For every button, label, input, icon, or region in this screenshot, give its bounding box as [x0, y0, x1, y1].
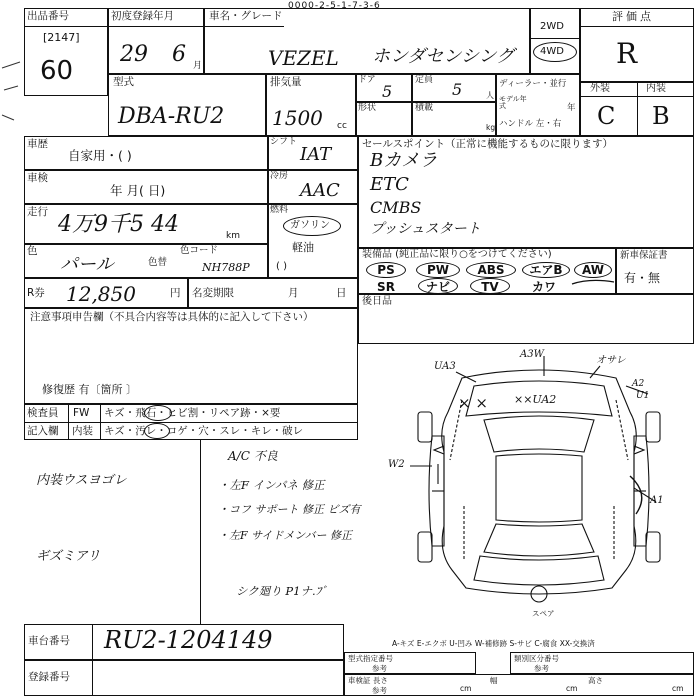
history-label: 車歴	[27, 138, 48, 150]
drive-2wd: 2WD	[540, 21, 564, 32]
first-reg-year: 29	[120, 42, 148, 67]
notice-label: 注意事項申告欄（不具合内容等は具体的に記入して下さい）	[30, 311, 314, 323]
mileage-label: 走行	[27, 206, 48, 218]
month-label: 月	[288, 287, 299, 299]
note-right-4: ・左F サイドメンバー 修正	[218, 529, 352, 542]
shape-label: 形状	[358, 103, 377, 113]
note-left-1: 内装ウスヨゴレ	[36, 473, 127, 488]
load-label: 積載	[415, 103, 434, 113]
diag-a2: A2	[632, 379, 645, 389]
notes-divider	[200, 440, 201, 624]
sales-point-item: ETC	[370, 174, 409, 195]
later-items-box	[358, 294, 694, 344]
capacity: 5	[452, 80, 463, 99]
color-code-label: 色コード	[180, 245, 219, 256]
car-name: VEZEL	[268, 46, 339, 70]
mileage-value: 4万9千5 44	[58, 212, 179, 237]
color-code: NH788P	[202, 261, 250, 274]
divider	[637, 82, 638, 136]
day-label: 日	[336, 287, 347, 299]
cm-1: cm	[460, 684, 472, 693]
year-unit: 年	[567, 103, 576, 113]
diag-w2: W2	[388, 459, 405, 470]
height-label: 高さ	[588, 676, 603, 685]
diag-ua3: UA3	[434, 361, 456, 372]
drive-box	[530, 8, 580, 74]
doors-label: ドア	[358, 75, 376, 85]
inspector-row2-label: 記入欄	[27, 425, 59, 437]
equipment-title: 装備品 (純正品に限り○をつけてください)	[362, 249, 552, 260]
equip-abs: ABS	[477, 263, 505, 277]
recycle-label: R券	[27, 287, 45, 299]
model-year-label: モデル年式	[499, 95, 527, 110]
class-label: 類別区分番号	[514, 654, 559, 663]
equip-leather: カワ	[531, 280, 556, 294]
grade: ホンダセンシング	[372, 46, 515, 67]
ref-1: 参考	[372, 664, 387, 673]
later-items-label: 後日品	[362, 296, 392, 307]
top-serial: 0000-2-5-1-7-3-6	[288, 1, 381, 11]
capacity-label: 定員	[415, 75, 434, 85]
color-value: パール	[60, 254, 114, 275]
drive-4wd: 4WD	[540, 46, 564, 57]
equip-pw: PW	[426, 263, 450, 277]
diag-osare: オサレ	[596, 355, 626, 366]
sales-point-item: CMBS	[370, 198, 422, 217]
divider	[24, 26, 108, 27]
note-right-1: A/C 不良	[228, 449, 278, 463]
interior-items: キズ・汚レ・コゲ・穴・スレ・キレ・破レ	[104, 425, 304, 437]
cm-3: cm	[672, 684, 684, 693]
repair-history: 修復歴 有〔箇所 〕	[42, 383, 137, 396]
yen-unit: 円	[170, 287, 181, 299]
warranty-label: 新車保証書	[620, 250, 668, 261]
color-label: 色	[27, 245, 38, 257]
history-box	[24, 136, 268, 170]
lot-label: 出品番号	[27, 10, 69, 22]
divider	[580, 26, 694, 27]
diag-u1: U1	[636, 391, 650, 401]
divider	[100, 404, 101, 440]
car-name-label: 車名・グレード	[209, 10, 283, 22]
first-reg-label: 初度登録年月	[111, 10, 174, 22]
margin-scribble	[0, 60, 22, 130]
sales-point-item: プッシュスタート	[370, 221, 481, 237]
exterior-score: C	[597, 102, 616, 130]
note-left-2: ギズミアリ	[36, 549, 101, 564]
warranty-value: 有・無	[624, 271, 661, 285]
divider	[530, 38, 580, 39]
flying-stone-circle	[144, 405, 172, 421]
divider	[68, 404, 69, 440]
registration-label: 登録番号	[28, 671, 70, 683]
diag-a3w: A3W	[520, 349, 544, 360]
model-label: 型式	[113, 76, 134, 88]
fuel-other: ( )	[276, 261, 287, 272]
cooler-label: 冷房	[270, 171, 289, 181]
equip-dash	[570, 270, 616, 290]
shift-value: IAT	[300, 144, 332, 165]
doors: 5	[382, 82, 393, 101]
kg-unit: kg	[486, 123, 496, 132]
diag-xx-ua2: ××UA2	[514, 393, 557, 406]
fuel-label: 燃料	[270, 205, 289, 215]
divider	[204, 26, 284, 27]
registration-limit-label: 名変期限	[192, 287, 234, 299]
ref-2: 参考	[534, 664, 549, 673]
fuel-diesel: 軽油	[292, 241, 314, 254]
diag-xx-left: × ×	[458, 394, 488, 412]
interior-score: B	[652, 102, 670, 130]
divider	[580, 96, 694, 97]
model: DBA-RU2	[118, 104, 225, 129]
score: R	[616, 37, 638, 70]
interior-label: 内装	[72, 425, 93, 437]
fuel-gasoline: ガソリン	[290, 220, 330, 231]
inspection-value: 年 月( 日)	[110, 183, 166, 198]
diag-a1: A1	[650, 495, 664, 506]
score-label: 評価点	[612, 10, 654, 23]
damage-legend: A-キズ E-エクボ U-凹み W-補修跡 S-サビ C-腐食 XX-交換済	[392, 639, 595, 648]
history-value: 自家用・( )	[68, 148, 132, 163]
equip-tv: TV	[481, 280, 499, 294]
equip-ps: PS	[377, 263, 395, 277]
sales-points-title: セールスポイント（正常に機能するものに限ります）	[362, 138, 614, 150]
fw-label: FW	[73, 407, 90, 419]
measure-label: 車検証 長さ	[348, 676, 388, 685]
ref-3: 参考	[372, 686, 387, 695]
note-right-5: シク廻り P1ナ.ﾌﾞ	[236, 584, 328, 598]
registration-box	[24, 660, 344, 696]
divider	[24, 422, 358, 423]
cooler-value: AAC	[300, 180, 340, 201]
first-reg-month: 6	[172, 42, 186, 67]
type-cert-label: 型式指定番号	[348, 654, 393, 663]
lot-number: 60	[40, 56, 74, 86]
note-right-2: ・左F インパネ 修正	[218, 478, 325, 492]
cm-2: cm	[566, 684, 578, 693]
km-unit: km	[226, 231, 240, 241]
sales-point-item: Bカメラ	[370, 150, 438, 171]
shift-label: シフト	[270, 137, 298, 147]
note-right-3: ・コフ サポート 修正 ビズ有	[218, 503, 361, 516]
displacement: 1500	[272, 106, 323, 130]
inspector-row1-label: 検査員	[27, 407, 59, 419]
cc-unit: cc	[337, 121, 347, 131]
inspection-label: 車検	[27, 172, 48, 184]
lot-code: [2147]	[43, 31, 80, 44]
equip-airbag: エアB	[529, 263, 563, 277]
diag-spare: スペア	[532, 609, 555, 618]
equip-navi: ナビ	[425, 280, 450, 294]
displacement-label: 排気量	[270, 76, 302, 88]
dealer-label: ディーラー・並行	[499, 79, 567, 89]
equip-sr: SR	[377, 280, 395, 294]
color-change-label: 色替	[148, 257, 168, 268]
exterior-label: 外装	[590, 83, 610, 94]
exterior-items: キズ・飛石・ヒビ割・リペア跡・×要	[104, 407, 281, 419]
chassis-value: RU2-1204149	[104, 626, 273, 654]
handle-label: ハンドル 左・右	[499, 119, 562, 129]
width-label: 幅	[490, 676, 498, 685]
person-unit: 人	[486, 91, 494, 100]
recycle-value: 12,850	[66, 282, 136, 306]
equip-aw: AW	[582, 263, 604, 277]
divider	[108, 26, 204, 27]
dirt-circle	[144, 423, 170, 439]
measure-box	[344, 674, 694, 696]
chassis-label: 車台番号	[28, 635, 70, 647]
interior-label: 内装	[646, 83, 666, 94]
month-unit: 月	[193, 61, 203, 71]
